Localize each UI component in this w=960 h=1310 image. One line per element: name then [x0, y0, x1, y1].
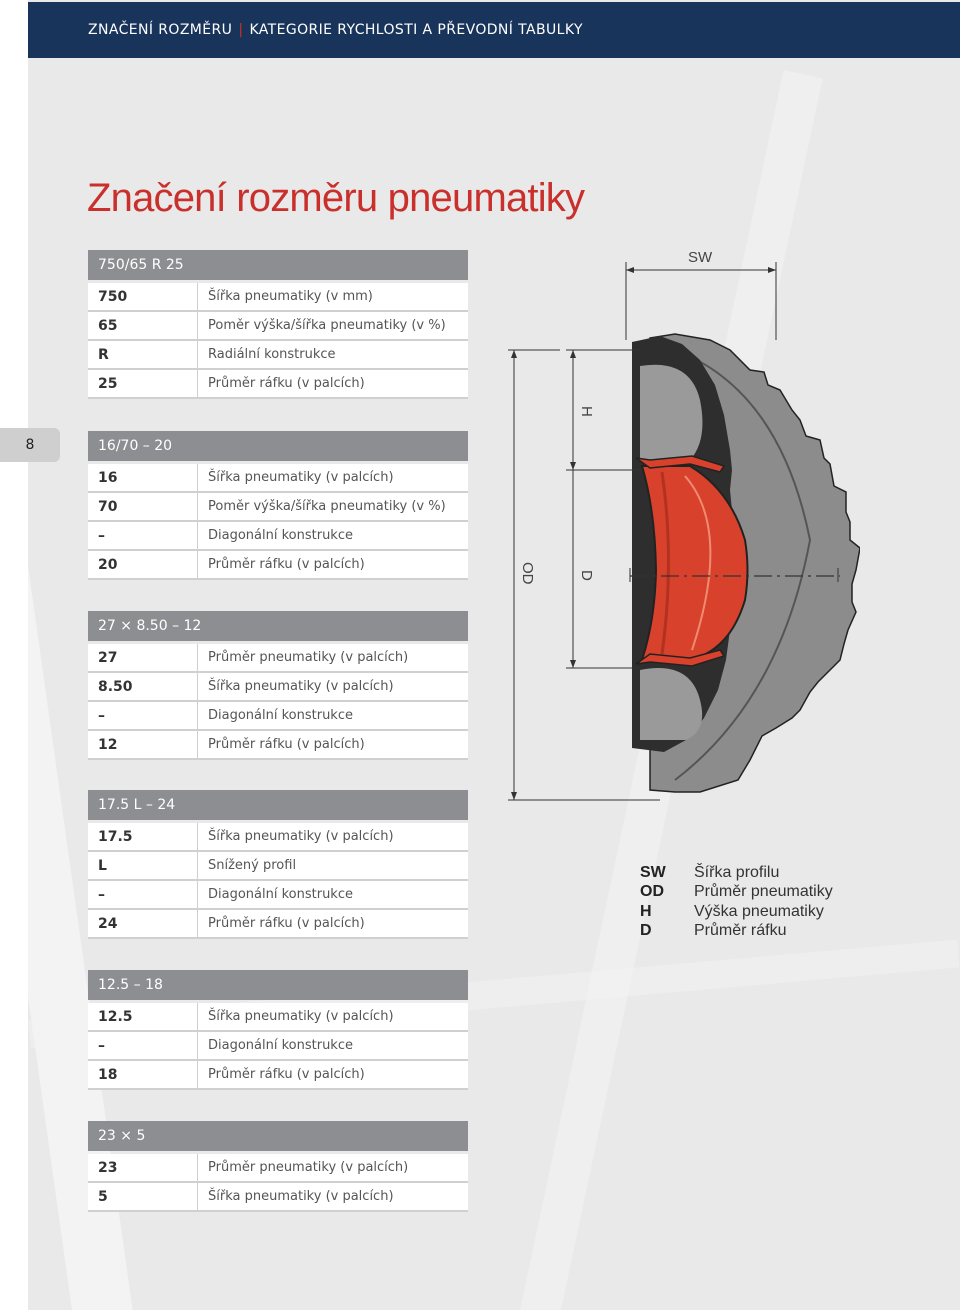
legend-item: [640, 902, 833, 922]
spec-description: Šířka pneumatiky (v palcích): [208, 829, 394, 844]
spec-description: Šířka pneumatiky (v palcích): [208, 679, 394, 694]
spec-code: 25: [88, 370, 198, 397]
spec-description: Poměr výška/šířka pneumatiky (v %): [208, 499, 446, 514]
spec-description: Poměr výška/šířka pneumatiky (v %): [208, 318, 446, 333]
spec-table: [88, 1121, 468, 1212]
legend-code: D: [640, 922, 652, 940]
spec-row: [88, 910, 468, 939]
header-title-right: KATEGORIE RYCHLOSTI A PŘEVODNÍ TABULKY: [249, 22, 583, 38]
header-title: [88, 22, 583, 38]
legend-text: Šířka profilu: [694, 863, 780, 881]
spec-table-header: 23 × 5: [88, 1121, 468, 1151]
spec-description: Snížený profil: [208, 858, 297, 873]
spec-row: [88, 673, 468, 702]
spec-row: [88, 493, 468, 522]
legend: [640, 863, 833, 941]
spec-code: 24: [88, 910, 198, 937]
spec-code: 17.5: [88, 823, 198, 850]
spec-table-header: 17.5 L – 24: [88, 790, 468, 820]
spec-description: Diagonální konstrukce: [208, 528, 353, 543]
spec-code: 12: [88, 731, 198, 758]
spec-row: [88, 551, 468, 580]
h-arrow-bottom: [570, 462, 576, 470]
spec-description: Diagonální konstrukce: [208, 1038, 353, 1053]
spec-row: [88, 702, 468, 731]
spec-code: 20: [88, 551, 198, 578]
spec-code: 23: [88, 1154, 198, 1181]
spec-code: 70: [88, 493, 198, 520]
legend-text: Průměr pneumatiky: [694, 883, 833, 901]
spec-description: Průměr ráfku (v palcích): [208, 557, 365, 572]
h-arrow-top: [570, 350, 576, 358]
spec-row: [88, 852, 468, 881]
spec-description: Radiální konstrukce: [208, 347, 336, 362]
spec-row: [88, 1061, 468, 1090]
spec-table-header: 12.5 – 18: [88, 970, 468, 1000]
legend-item: [640, 883, 833, 903]
spec-description: Průměr ráfku (v palcích): [208, 1067, 365, 1082]
d-arrow-bottom: [570, 660, 576, 668]
spec-code: –: [88, 522, 198, 549]
spec-code: 16: [88, 464, 198, 491]
od-label: OD: [519, 562, 536, 585]
legend-code: OD: [640, 883, 664, 901]
spec-description: Šířka pneumatiky (v palcích): [208, 1009, 394, 1024]
legend-code: H: [640, 902, 652, 920]
spec-code: 5: [88, 1183, 198, 1210]
spec-description: Průměr ráfku (v palcích): [208, 916, 365, 931]
spec-row: [88, 522, 468, 551]
od-arrow-top: [511, 350, 517, 358]
header-title-left: ZNAČENÍ ROZMĚRU: [88, 22, 233, 38]
spec-code: –: [88, 881, 198, 908]
spec-row: [88, 283, 468, 312]
spec-row: [88, 1154, 468, 1183]
legend-code: SW: [640, 863, 666, 881]
spec-table-header: 27 × 8.50 – 12: [88, 611, 468, 641]
od-arrow-bottom: [511, 792, 517, 800]
spec-description: Diagonální konstrukce: [208, 887, 353, 902]
spec-description: Šířka pneumatiky (v mm): [208, 289, 373, 304]
spec-description: Šířka pneumatiky (v palcích): [208, 1189, 394, 1204]
spec-row: [88, 1003, 468, 1032]
sw-arrow-left: [626, 267, 634, 273]
spec-code: 750: [88, 283, 198, 310]
spec-description: Průměr pneumatiky (v palcích): [208, 650, 409, 665]
spec-table: [88, 250, 468, 399]
spec-row: [88, 1183, 468, 1212]
spec-row: [88, 370, 468, 399]
spec-description: Diagonální konstrukce: [208, 708, 353, 723]
spec-description: Průměr ráfku (v palcích): [208, 376, 365, 391]
spec-code: 8.50: [88, 673, 198, 700]
spec-row: [88, 341, 468, 370]
spec-table-header: 750/65 R 25: [88, 250, 468, 280]
spec-row: [88, 731, 468, 760]
top-header-bar: [28, 2, 960, 58]
spec-row: [88, 644, 468, 673]
spec-code: 18: [88, 1061, 198, 1088]
header-separator: |: [238, 22, 244, 38]
spec-description: Průměr ráfku (v palcích): [208, 737, 365, 752]
spec-description: Šířka pneumatiky (v palcích): [208, 470, 394, 485]
spec-table: [88, 970, 468, 1090]
tire-cross-section-diagram: [500, 240, 860, 820]
spec-row: [88, 312, 468, 341]
spec-code: –: [88, 702, 198, 729]
spec-code: R: [88, 341, 198, 368]
legend-item: [640, 863, 833, 883]
spec-table: [88, 611, 468, 760]
spec-row: [88, 464, 468, 493]
spec-row: [88, 881, 468, 910]
sw-arrow-right: [768, 267, 776, 273]
spec-table: [88, 431, 468, 580]
page-number-tab: 8: [0, 428, 60, 462]
legend-text: Průměr ráfku: [694, 922, 787, 940]
spec-table: [88, 790, 468, 939]
spec-code: –: [88, 1032, 198, 1059]
spec-code: L: [88, 852, 198, 879]
spec-code: 65: [88, 312, 198, 339]
page-title: Značení rozměru pneumatiky: [87, 176, 585, 220]
spec-row: [88, 1032, 468, 1061]
legend-item: [640, 922, 833, 942]
spec-code: 27: [88, 644, 198, 671]
d-label: D: [578, 570, 595, 581]
h-label: H: [578, 406, 595, 417]
sw-label: SW: [688, 249, 713, 266]
spec-description: Průměr pneumatiky (v palcích): [208, 1160, 409, 1175]
spec-code: 12.5: [88, 1003, 198, 1030]
spec-row: [88, 823, 468, 852]
legend-text: Výška pneumatiky: [694, 902, 824, 920]
spec-table-header: 16/70 – 20: [88, 431, 468, 461]
